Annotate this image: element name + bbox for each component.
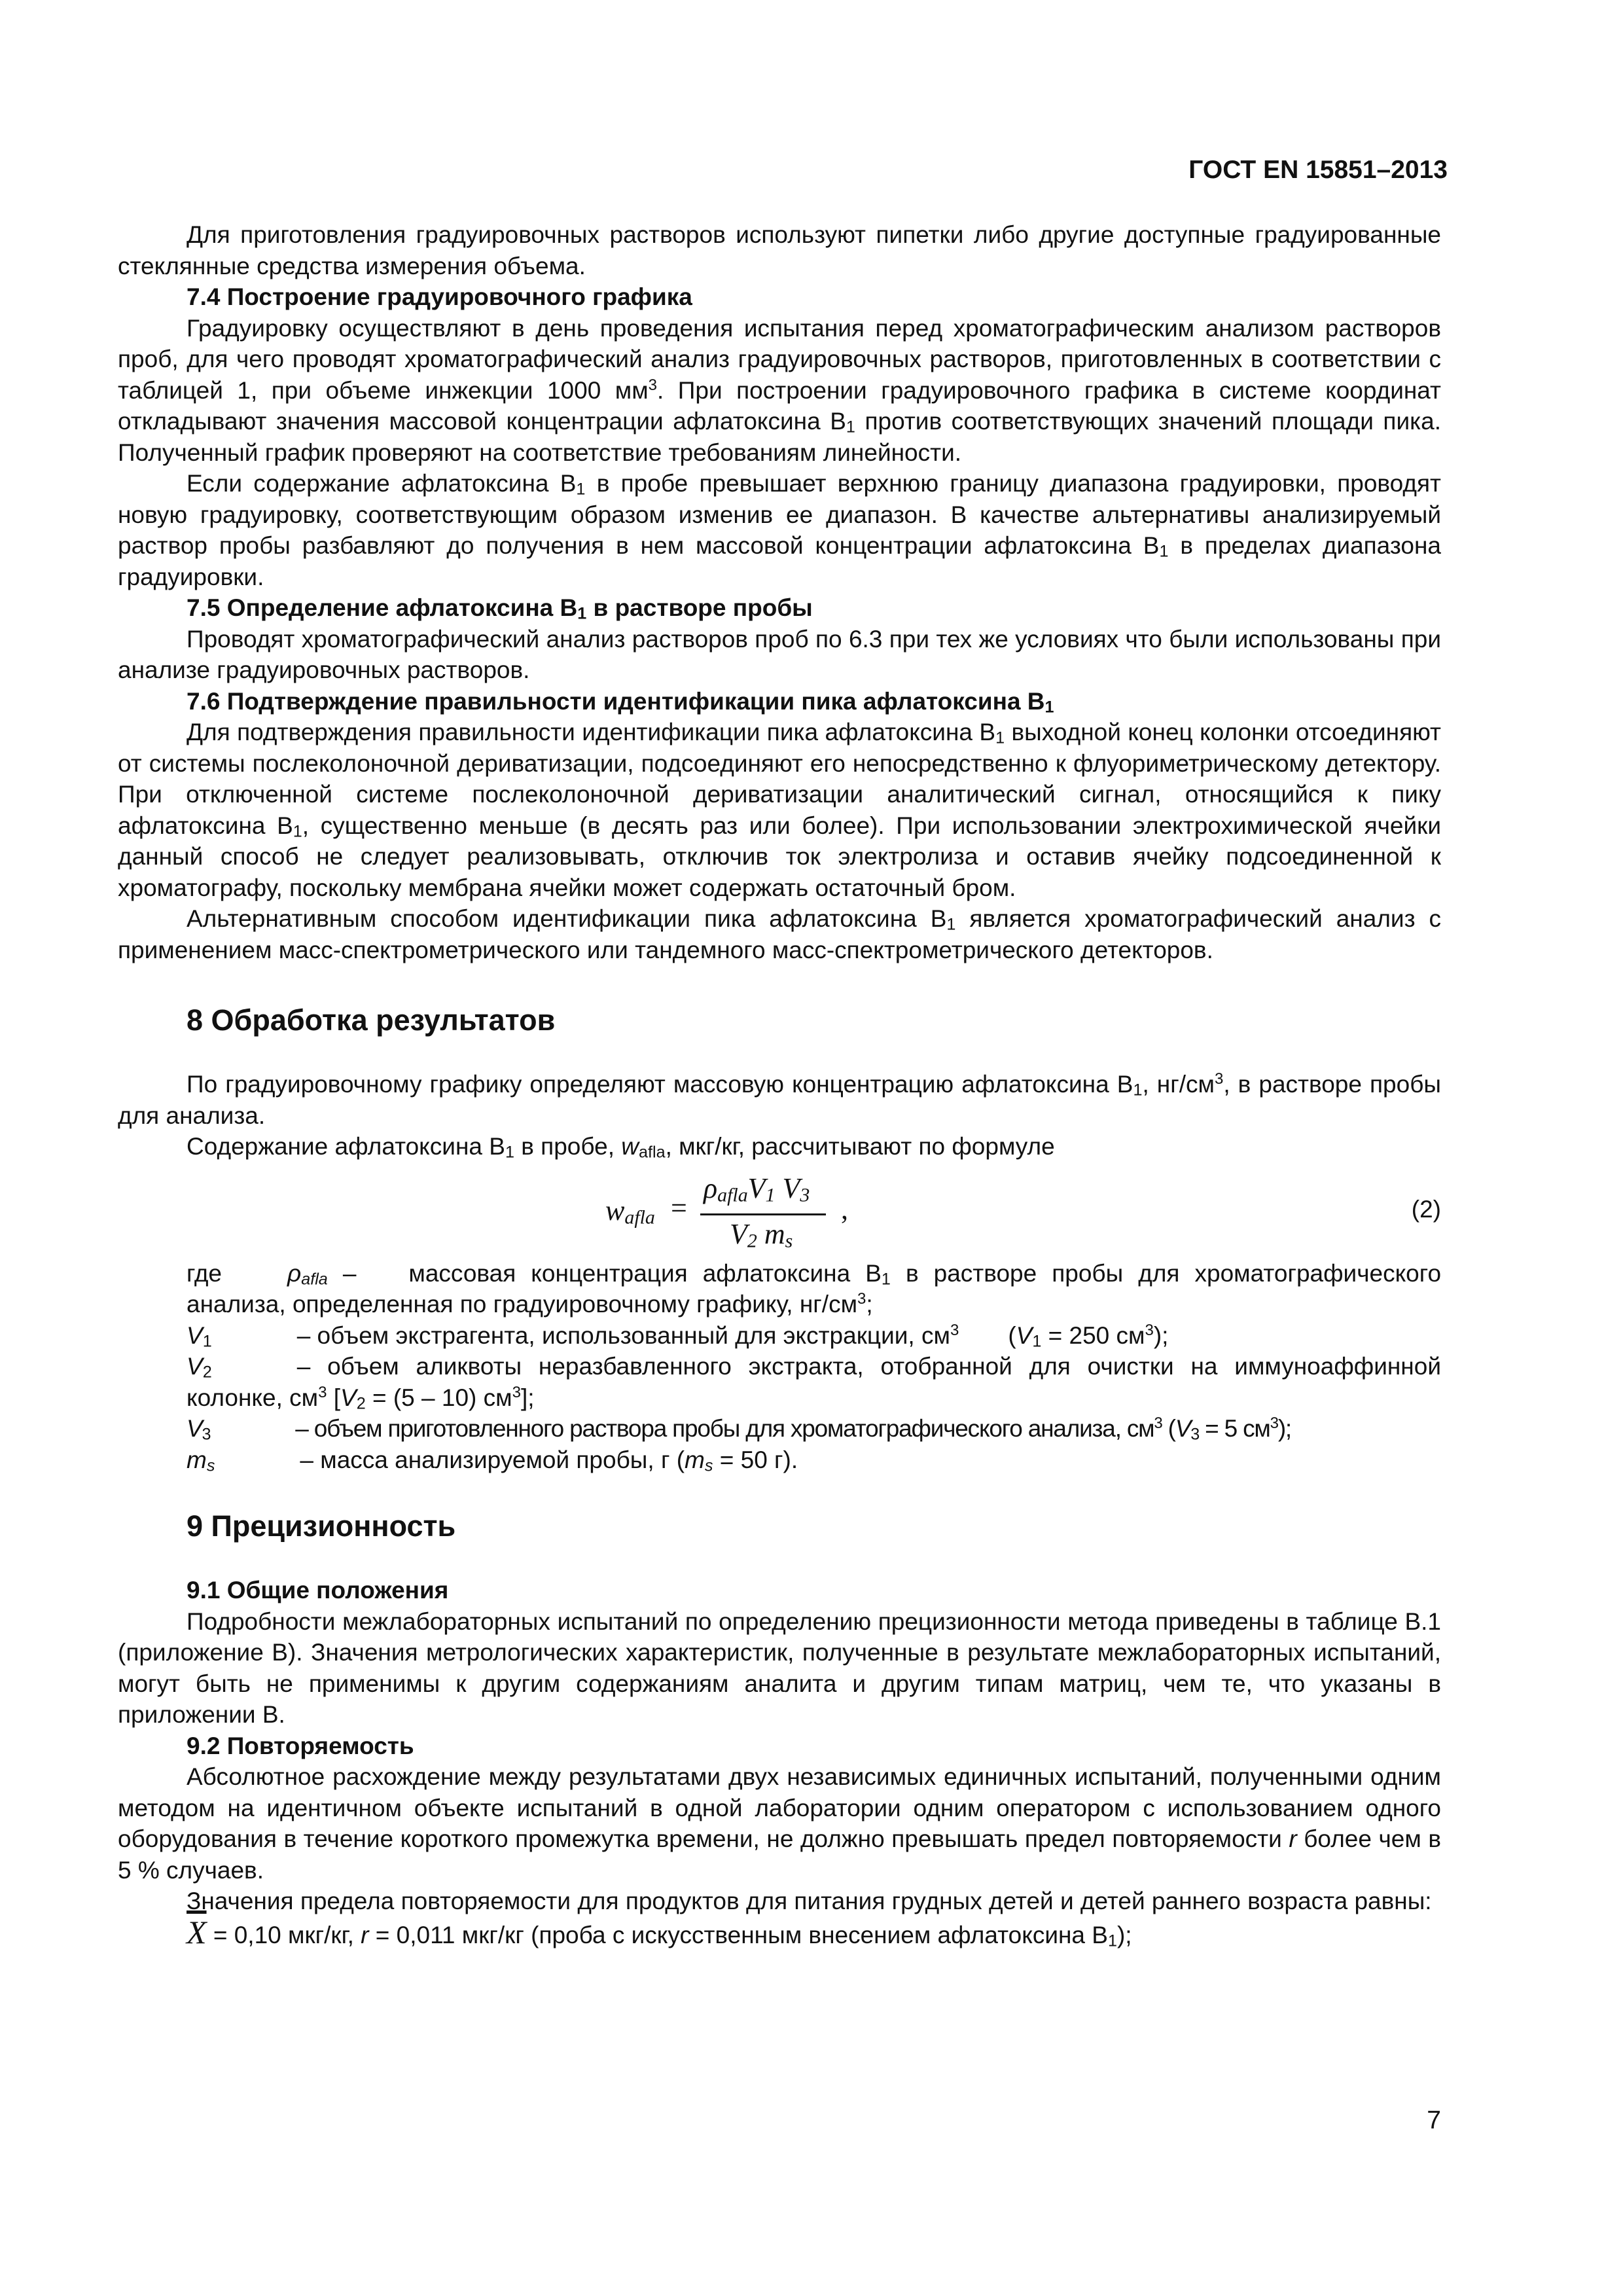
definition-text: = 5 см <box>1199 1415 1270 1442</box>
heading-text: 7.6 Подтверждение правильности идентификации пика афлатоксина B <box>187 687 1045 715</box>
subscript: 2 <box>747 1229 757 1251</box>
symbol: V <box>1175 1415 1191 1442</box>
formula-2 <box>118 1168 1441 1253</box>
subscript: 1 <box>1032 1332 1042 1351</box>
definition-text: ); <box>1153 1321 1169 1349</box>
text-run: = 0,011 мкг/кг (проба с искусственным внесением афлатоксина B <box>368 1921 1108 1948</box>
subscript: afla <box>624 1206 655 1228</box>
mean-symbol: $\overline{X}$ <box>187 1913 207 1950</box>
heading-section-8: 8 Обработка результатов <box>187 1003 556 1037</box>
symbol: m <box>187 1446 207 1473</box>
text-run: , мкг/кг, рассчитывают по формуле <box>665 1133 1055 1160</box>
text-run: Градуировку осуществляют в день проведения испытания перед хроматографическим анализом растворов проб, для чего проводят хроматографический анализ градуировочных растворов, приготовленных в соответствии с таблицей 1, при объеме инжекции 1000 мм <box>118 314 1441 404</box>
definition-text: ]; <box>520 1384 535 1411</box>
variable: r <box>1289 1825 1297 1852</box>
superscript: 3 <box>648 376 658 394</box>
heading-7-6 <box>118 686 1441 717</box>
superscript: 3 <box>1145 1321 1154 1339</box>
subscript: 1 <box>576 480 586 499</box>
subscript: 1 <box>765 1183 776 1206</box>
symbol: V <box>187 1415 202 1442</box>
definition-ms <box>118 1444 1441 1476</box>
paragraph-9-3: Значения предела повторяемости для продуктов для питания грудных детей и детей раннего возраста равны: <box>187 1888 1432 1914</box>
definition-text: – объем аликвоты неразбавленного экстракта, отобранной для очистки на иммуноаффинной колонке, см <box>187 1353 1441 1411</box>
subscript: 1 <box>995 728 1005 747</box>
subscript: 1 <box>505 1143 514 1162</box>
paragraph-8-1 <box>118 1069 1441 1131</box>
subscript: 1 <box>846 418 855 437</box>
text-run: = 0,10 мкг/кг, <box>206 1921 361 1948</box>
superscript: 3 <box>950 1321 959 1339</box>
symbol: m <box>685 1446 705 1473</box>
text-run: Если содержание афлатоксина B <box>187 470 577 497</box>
superscript: 3 <box>1154 1414 1162 1432</box>
formula-comma: , <box>841 1193 848 1225</box>
heading-text: в растворе пробы <box>586 594 813 621</box>
definition-v3 <box>118 1413 1441 1444</box>
subscript: 3 <box>800 1183 810 1206</box>
symbol: V <box>187 1321 203 1349</box>
definition-rho <box>118 1258 1441 1320</box>
text-run: выходной конец колонки отсоединяют от системы послеколоночной дериватизации, подсоединяют его непосредственно к флуориметрическому детектору. При отключенной системе послеколоночной дериватизации аналитический сигнал, относящийся к пику афлатоксина B <box>118 719 1441 839</box>
paragraph-7-4-1 <box>118 313 1441 469</box>
paragraph-7-4-2 <box>118 468 1441 592</box>
subscript: s <box>206 1456 215 1475</box>
text-run: , существенно меньше (в десять раз или более). При использовании электрохимической ячейки данный способ не следует реализовывать, отключив ток электролиза и оставив ячейку подсоединенной к хроматографу, поскольку мембрана ячейки может содержать остаточный бром. <box>118 812 1441 901</box>
text-run: Содержание афлатоксина B <box>187 1133 505 1160</box>
superscript: 3 <box>857 1289 866 1308</box>
superscript: 3 <box>1214 1069 1224 1088</box>
text-run: в пробе, <box>514 1133 622 1160</box>
subscript: 3 <box>1190 1425 1200 1444</box>
variable: V <box>782 1172 800 1204</box>
definition-row <box>118 1413 1441 1444</box>
subscript: 1 <box>1133 1081 1143 1100</box>
text-run: в пробе превышает верхнюю границу диапазона градуировки, проводят новую градуировку, соответствующим образом изменив ее диапазон. В качестве альтернативы анализируемый раствор пробы разбавляют до получения в нем массовой концентрации афлатоксина B <box>118 470 1441 559</box>
superscript: 3 <box>1270 1414 1278 1432</box>
definition-text: = 50 г). <box>713 1446 798 1473</box>
variable: w <box>621 1133 639 1160</box>
paragraph-7-6-2 <box>118 903 1441 965</box>
formula-number: (2) <box>1411 1195 1441 1223</box>
superscript: 3 <box>318 1383 327 1401</box>
text-run: против соответствующих значений площади пика. Полученный график проверяют на соответствие требованиям линейности. <box>118 408 1441 466</box>
variable: ρ <box>704 1172 718 1204</box>
subscript: 1 <box>881 1270 891 1289</box>
text-run: Абсолютное расхождение между результатами двух независимых единичных испытаний, полученными одним методом на идентичном объекте испытаний в одной лаборатории одним оператором с использованием одного оборудования в течение короткого промежутка времени, не должно превышать предел повторяемости <box>118 1763 1441 1852</box>
superscript: 3 <box>512 1383 521 1401</box>
subscript: 2 <box>356 1394 366 1413</box>
subscript: 1 <box>1044 698 1054 717</box>
fraction-bar <box>700 1213 826 1215</box>
symbol: V <box>1016 1321 1033 1349</box>
text-run: в пределах диапазона градуировки. <box>118 532 1441 590</box>
definition-row <box>118 1351 1441 1413</box>
definition-text: – объем приготовленного раствора пробы для хроматографического анализа, см <box>295 1415 1154 1442</box>
text-run: , нг/см <box>1142 1071 1215 1098</box>
standard-code: ГОСТ EN 15851–2013 <box>1188 156 1448 184</box>
page-number: 7 <box>1427 2106 1441 2134</box>
text-run: является хроматографический анализ с применением масс-спектрометрического или тандемного масс-спектрометрического детекторов. <box>118 905 1441 963</box>
body-text <box>118 219 1441 1950</box>
paragraph-7-6-1 <box>118 717 1441 903</box>
subscript: 1 <box>1159 542 1169 561</box>
paragraph-9-1: Подробности межлабораторных испытаний по определению прецизионности метода приведены в таблице B.1 (приложение B). Значения метрологических характеристик, полученные в результате межлабораторных испытаний, могут быть не применимы к другим содержаниям аналита и другим типам матриц, чем те, что указаны в приложении B. <box>118 1607 1441 1728</box>
definition-text: в растворе пробы для хроматографического анализа, определенная по градуировочному графику, нг/см <box>187 1259 1442 1318</box>
heading-text: 7.5 Определение афлатоксина B <box>187 594 578 621</box>
symbol: V <box>340 1384 357 1411</box>
definition-text: массовая концентрация афлатоксина B <box>408 1259 882 1287</box>
paragraph-9-2 <box>118 1761 1441 1886</box>
definition-text: – масса анализируемой пробы, г ( <box>300 1446 685 1473</box>
symbol: V <box>187 1353 203 1380</box>
text-run: По градуировочному графику определяют массовую концентрацию афлатоксина B <box>187 1071 1133 1098</box>
variable: V <box>747 1172 766 1204</box>
text-run: , в растворе пробы для анализа. <box>118 1071 1441 1129</box>
subscript: s <box>785 1229 793 1251</box>
subscript: 1 <box>293 822 302 841</box>
dash: – <box>327 1259 357 1287</box>
formula-numerator <box>704 1173 810 1204</box>
definition-v2 <box>118 1351 1441 1413</box>
definition-row <box>118 1258 1441 1320</box>
heading-9-2: 9.2 Повторяемость <box>187 1732 414 1759</box>
subscript: afla <box>717 1183 748 1206</box>
variable: r <box>361 1921 369 1948</box>
formula-denominator <box>730 1219 793 1250</box>
paragraph-repeatability-value <box>118 1913 1441 1951</box>
where-label: где <box>187 1259 223 1287</box>
paragraph-7-5-1: Проводят хроматографический анализ растворов проб по 6.3 при тех же условиях что были использованы при анализе градуировочных растворов. <box>118 625 1441 683</box>
definition-text: = 250 см <box>1041 1321 1145 1349</box>
variable: w <box>605 1194 625 1227</box>
subscript: afla <box>639 1143 666 1162</box>
formula-equals: = <box>671 1191 687 1224</box>
variable: V <box>730 1217 747 1250</box>
definition-text: = (5 – 10) см <box>365 1384 512 1411</box>
text-run: более чем в 5 % случаев. <box>118 1825 1441 1884</box>
definition-text: ( <box>1008 1321 1016 1349</box>
definition-v1 <box>118 1320 1441 1352</box>
subscript: 2 <box>202 1363 212 1382</box>
heading-7-4: 7.4 Построение градуировочного графика <box>187 283 692 310</box>
definition-text: ; <box>866 1291 873 1318</box>
subscript: afla <box>301 1270 328 1289</box>
definition-row <box>118 1320 1441 1352</box>
text-run: . При построении градуировочного графика в системе координат откладывают значения массовой концентрации афлатоксина B <box>118 376 1442 435</box>
text-run: Для подтверждения правильности идентификации пика афлатоксина B <box>187 719 996 745</box>
formula-lhs <box>605 1195 655 1227</box>
subscript: 1 <box>946 915 956 934</box>
definition-text: – объем экстрагента, использованный для экстракции, см <box>296 1321 950 1349</box>
definition-row <box>118 1444 1441 1476</box>
heading-section-9: 9 Прецизионность <box>187 1509 456 1543</box>
subscript: s <box>704 1456 713 1475</box>
heading-7-5 <box>118 592 1441 624</box>
subscript: 1 <box>577 604 587 623</box>
paragraph-intro: Для приготовления градуировочных растворов используют пипетки либо другие доступные градуированные стеклянные средства измерения объема. <box>118 221 1441 279</box>
paragraph-8-2 <box>118 1131 1441 1162</box>
subscript: 1 <box>202 1332 212 1351</box>
variable: m <box>764 1217 785 1250</box>
subscript: 3 <box>202 1425 211 1444</box>
definition-text: ); <box>1277 1415 1292 1442</box>
symbol: ρ <box>287 1259 302 1287</box>
definition-text: ( <box>1162 1415 1175 1442</box>
heading-9-1: 9.1 Общие положения <box>187 1577 449 1604</box>
definition-text: [ <box>327 1384 340 1411</box>
text-run: ); <box>1116 1921 1132 1948</box>
text-run: Альтернативным способом идентификации пика афлатоксина B <box>187 905 947 932</box>
subscript: 1 <box>1107 1931 1117 1950</box>
